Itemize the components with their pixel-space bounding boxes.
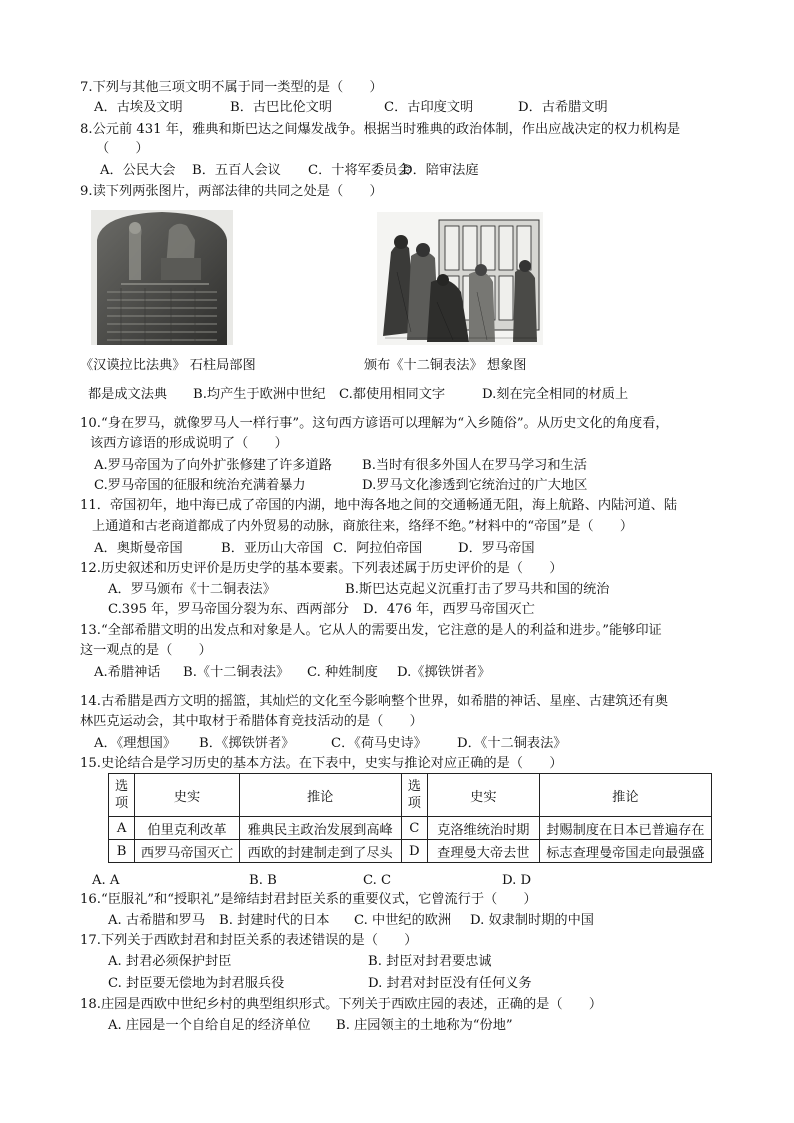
q15-option-b: B. B <box>249 873 277 888</box>
q16-option-c: C. 中世纪的欧洲 <box>354 913 452 928</box>
table-row <box>109 840 712 863</box>
q14-option-b: B．《掷铁饼者》 <box>199 736 295 751</box>
q10-stem-line1: 10.“身在罗马，就像罗马人一样行事”。这句西方谚语可以理解为“入乡随俗”。从历史文化的角度看， <box>80 416 669 431</box>
q15-cell: C <box>401 817 427 840</box>
q8-option-b: B．五百人会议 <box>192 163 281 178</box>
q9-caption-twelve-tables: 颁布《十二铜表法》 想象图 <box>364 358 527 373</box>
q9-stem: 9.读下列两张图片，两部法律的共同之处是（ ） <box>80 184 383 199</box>
q8-option-d: D．陪审法庭 <box>402 163 479 178</box>
q11-option-d: D．罗马帝国 <box>458 541 535 556</box>
q12-stem: 12.历史叙述和历史评价是历史学的基本要素。下列表述属于历史评价的是（ ） <box>80 561 563 576</box>
q14-option-c: C．《荷马史诗》 <box>331 736 427 751</box>
q15-cell: 标志查理曼帝国走向最强盛 <box>539 840 711 863</box>
q15-option-d: D. D <box>502 873 532 888</box>
q11-stem-line2: 上通道和古老商道都成了内外贸易的动脉，商旅往来，络绎不绝。”材料中的“帝国”是（ ） <box>92 519 634 534</box>
q11-option-c: C．阿拉伯帝国 <box>333 541 423 556</box>
hammurabi-stele-image <box>91 210 233 345</box>
q15-cell: 查理曼大帝去世 <box>427 840 539 863</box>
q9-option-a: 都是成文法典 <box>88 387 168 402</box>
q12-option-a: A．罗马颁布《十二铜表法》 <box>108 582 276 597</box>
q14-stem-line2: 林匹克运动会，其中取材于希腊体育竞技活动的是（ ） <box>80 714 423 729</box>
q10-option-c: C.罗马帝国的征服和统治充满着暴力 <box>94 478 306 493</box>
q17-option-b: B. 封臣对封君要忠诚 <box>368 954 492 969</box>
q15-cell: 克洛维统治时期 <box>427 817 539 840</box>
q10-option-b: B.当时有很多外国人在罗马学习和生活 <box>362 458 587 473</box>
q17-option-a: A. 封君必须保护封臣 <box>108 954 232 969</box>
q11-option-a: A．奥斯曼帝国 <box>94 541 183 556</box>
q15-cell: 雅典民主政治发展到高峰 <box>239 817 401 840</box>
q10-option-d: D.罗马文化渗透到它统治过的广大地区 <box>362 478 588 493</box>
q14-option-a: A．《理想国》 <box>94 736 177 751</box>
q15-cell: 西罗马帝国灭亡 <box>135 840 239 863</box>
q13-option-d: D.《掷铁饼者》 <box>397 665 491 680</box>
q17-option-d: D. 封君对封臣没有任何义务 <box>368 976 532 991</box>
q12-option-b: B.斯巴达克起义沉重打击了罗马共和国的统治 <box>345 582 610 597</box>
q8-option-a: A．公民大会 <box>100 163 176 178</box>
q9-option-c: C.都使用相同文字 <box>339 387 446 402</box>
q16-option-a: A. 古希腊和罗马 <box>108 913 206 928</box>
q14-option-d: D．《十二铜表法》 <box>457 736 567 751</box>
q15-cell: A <box>109 817 135 840</box>
q15-stem: 15.史论结合是学习历史的基本方法。在下表中，史实与推论对应正确的是（ ） <box>80 756 563 771</box>
table-row <box>109 817 712 840</box>
q16-option-b: B. 封建时代的日本 <box>219 913 330 928</box>
q14-stem-line1: 14.古希腊是西方文明的摇篮，其灿烂的文化至今影响整个世界，如希腊的神话、星座、古建筑还有奥 <box>80 694 669 709</box>
q13-stem-line1: 13.“全部希腊文明的出发点和对象是人。它从人的需要出发，它注意的是人的利益和进步。”能够印证 <box>80 623 662 638</box>
q11-option-b: B．亚历山大帝国 <box>221 541 324 556</box>
q15-option-c: C. C <box>363 873 392 888</box>
q15-header-inference: 推论 <box>239 774 401 817</box>
q15-header-fact: 史实 <box>135 774 239 817</box>
q12-option-c: C.395 年，罗马帝国分裂为东、西两部分 <box>108 602 349 617</box>
q9-caption-hammurabi: 《汉谟拉比法典》 石柱局部图 <box>80 358 256 373</box>
q18-stem: 18.庄园是西欧中世纪乡村的典型组织形式。下列关于西欧庄园的表述，正确的是（ ） <box>80 997 603 1012</box>
q15-table <box>108 773 712 863</box>
q7-option-d: D．古希腊文明 <box>518 100 608 115</box>
q15-header-inference-2: 推论 <box>539 774 711 817</box>
q11-stem-line1: 11．帝国初年，地中海已成了帝国的内湖，地中海各地之间的交通畅通无阻，海上航路、内陆河道、陆 <box>80 498 678 513</box>
q15-cell: 封赐制度在日本已普遍存在 <box>539 817 711 840</box>
q7-option-a: A．古埃及文明 <box>94 100 183 115</box>
q9-option-d: D.刻在完全相同的材质上 <box>482 387 629 402</box>
q18-option-b: B. 庄园领主的土地称为“份地” <box>336 1018 513 1033</box>
q12-option-d: D．476 年，西罗马帝国灭亡 <box>363 602 535 617</box>
q17-stem: 17.下列关于西欧封君和封臣关系的表述错误的是（ ） <box>80 933 418 948</box>
q15-cell: D <box>401 840 427 863</box>
q7-option-c: C．古印度文明 <box>384 100 474 115</box>
q16-option-d: D. 奴隶制时期的中国 <box>470 913 594 928</box>
q10-option-a: A.罗马帝国为了向外扩张修建了许多道路 <box>94 458 332 473</box>
q7-option-b: B．古巴比伦文明 <box>230 100 333 115</box>
q15-cell: 西欧的封建制走到了尽头 <box>239 840 401 863</box>
q15-table-header-row <box>109 774 712 817</box>
q15-header-option-2: 选项 <box>401 774 427 817</box>
q16-stem: 16.“臣服礼”和“授职礼”是缔结封君封臣关系的重要仪式，它曾流行于（ ） <box>80 892 537 907</box>
q15-header-fact-2: 史实 <box>427 774 539 817</box>
q13-option-c: C. 种姓制度 <box>307 665 378 680</box>
q15-header-option: 选项 <box>109 774 135 817</box>
q8-option-c: C．十将军委员会 <box>308 163 411 178</box>
q15-cell: 伯里克利改革 <box>135 817 239 840</box>
q8-stem: 8.公元前 431 年，雅典和斯巴达之间爆发战争。根据当时雅典的政治体制，作出应战决定的权力机构是 <box>80 122 681 137</box>
q8-paren: （ ） <box>96 141 149 156</box>
q9-option-b: B.均产生于欧洲中世纪 <box>193 387 326 402</box>
q13-option-a: A.希腊神话 <box>94 665 161 680</box>
q13-stem-line2: 这一观点的是（ ） <box>80 643 212 658</box>
q7-stem: 7.下列与其他三项文明不属于同一类型的是（ ） <box>80 80 383 95</box>
q15-option-a: A. A <box>92 873 120 888</box>
q18-option-a: A. 庄园是一个自给自足的经济单位 <box>108 1018 311 1033</box>
q10-stem-line2: 该西方谚语的形成说明了（ ） <box>90 436 288 451</box>
q13-option-b: B.《十二铜表法》 <box>183 665 290 680</box>
twelve-tables-illustration <box>377 212 543 345</box>
q15-cell: B <box>109 840 135 863</box>
q17-option-c: C. 封臣要无偿地为封君服兵役 <box>108 976 285 991</box>
